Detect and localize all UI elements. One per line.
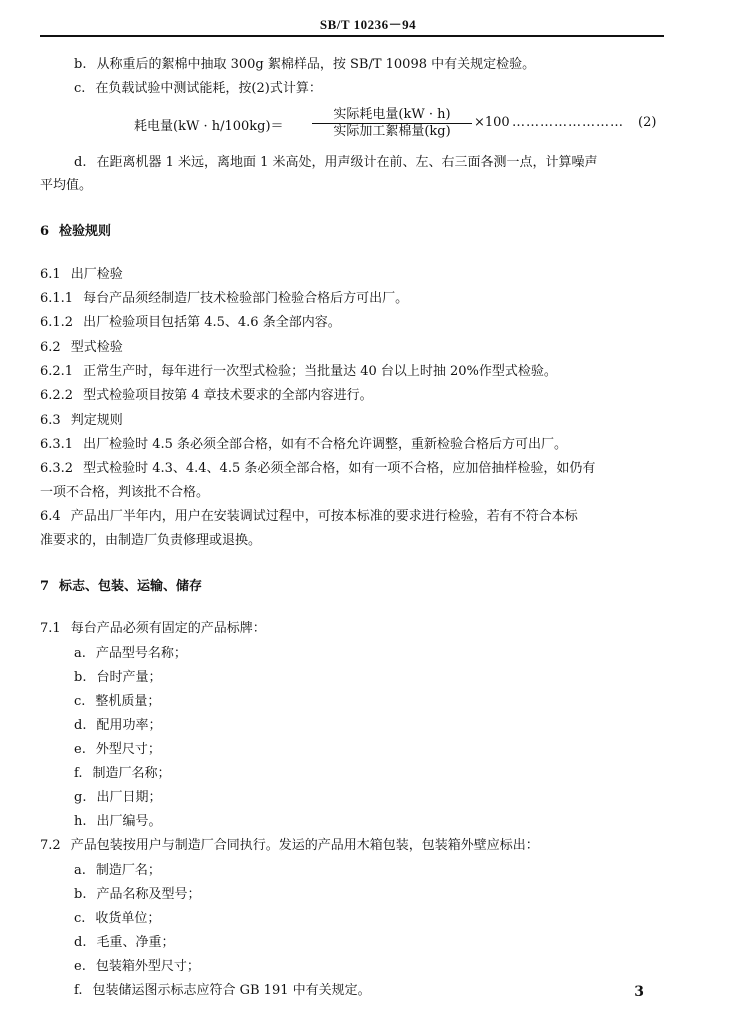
formula-lhs: 耗电量(kW · h/100kg)＝: [134, 119, 284, 134]
text-line: [74, 765, 171, 783]
clause-text: 制造厂名；: [95, 863, 161, 878]
clause-text: 包装箱外型尺寸；: [95, 959, 200, 974]
clause-text: 型式检验: [70, 340, 123, 355]
section-heading: 检验规则: [59, 224, 112, 239]
section-heading: 标志、包装、运输、储存: [59, 579, 203, 594]
formula-fraction: [312, 107, 472, 140]
clause-number: g.: [74, 790, 87, 805]
text-line: [40, 620, 266, 638]
text-line: [40, 223, 111, 241]
clause-number: d.: [74, 935, 87, 950]
clause-number: b.: [74, 57, 87, 72]
text-line: [74, 934, 174, 952]
formula-multiplier: ×100: [474, 115, 510, 130]
clause-number: 7.2: [40, 838, 61, 853]
clause-text: 制造厂名称；: [92, 766, 171, 781]
clause-text: 正常生产时，每年进行一次型式检验；当批量达 40 台以上时抽 20%作型式检验。: [83, 364, 557, 379]
text-line: [74, 645, 187, 663]
clause-text: 在负载试验中测试能耗，按(2)式计算：: [95, 81, 322, 96]
clause-text: 一项不合格，判该批不合格。: [40, 485, 210, 500]
clause-number: e.: [74, 959, 86, 974]
clause-number: b.: [74, 887, 87, 902]
text-line: [40, 412, 123, 430]
clause-text: 包装储运图示标志应符合 GB 191 中有关规定。: [92, 983, 371, 998]
clause-text: 毛重、净重；: [96, 935, 175, 950]
header-rule: [40, 35, 664, 37]
clause-number: 6.4: [40, 509, 61, 524]
clause-text: 出厂检验项目包括第 4.5、4.6 条全部内容。: [83, 315, 341, 330]
clause-number: 6.1: [40, 267, 61, 282]
clause-number: 7.1: [40, 621, 61, 636]
clause-text: 产品出厂半年内，用户在安装调试过程中，可按本标准的要求进行检验，若有不符合本标: [70, 509, 578, 524]
clause-number: d.: [74, 155, 87, 170]
text-line: [40, 290, 408, 308]
clause-text: 每台产品必须有固定的产品标牌：: [70, 621, 266, 636]
clause-number: c.: [74, 694, 86, 709]
clause-text: 准要求的，由制造厂负责修理或退换。: [40, 533, 262, 548]
clause-text: 配用功率；: [96, 718, 162, 733]
formula-denominator: 实际加工絮棉量(kg): [333, 124, 451, 139]
clause-number: a.: [74, 863, 86, 878]
text-line: [40, 314, 341, 332]
text-line: [74, 669, 161, 687]
text-line: [40, 436, 567, 454]
text-line: [74, 789, 161, 807]
text-line: [74, 982, 371, 1000]
text-line: [74, 910, 160, 928]
section-number: 6: [40, 224, 50, 239]
text-line: [40, 484, 209, 502]
text-line: [74, 717, 161, 735]
text-line: [40, 177, 92, 195]
text-line: [74, 154, 598, 172]
clause-number: 6.1.2: [40, 315, 74, 330]
clause-number: 6.2.2: [40, 388, 74, 403]
clause-number: e.: [74, 742, 86, 757]
text-line: [40, 508, 578, 526]
clause-text: 出厂日期；: [96, 790, 162, 805]
clause-number: c.: [74, 911, 86, 926]
clause-text: 判定规则: [70, 413, 123, 428]
text-line: [74, 862, 161, 880]
text-line: [74, 693, 160, 711]
text-line: [40, 460, 595, 478]
clause-text: 从称重后的絮棉中抽取 300g 絮棉样品，按 SB/T 10098 中有关规定检验。: [96, 57, 536, 72]
text-line: [74, 56, 535, 74]
section-number: 7: [40, 579, 50, 594]
clause-number: h.: [74, 814, 87, 829]
clause-number: 6.2: [40, 340, 61, 355]
text-line: [74, 886, 200, 904]
clause-number: 6.3.2: [40, 461, 74, 476]
clause-text: 收货单位；: [95, 911, 161, 926]
text-line: [74, 741, 161, 759]
clause-number: f.: [74, 983, 83, 998]
page-header-doc-number: SB/T 10236－94: [319, 17, 417, 32]
clause-text: 每台产品须经制造厂技术检验部门检验合格后方可出厂。: [83, 291, 409, 306]
clause-text: 出厂编号。: [96, 814, 162, 829]
clause-text: 产品型号名称；: [95, 646, 187, 661]
text-line: [40, 339, 123, 357]
clause-number: b.: [74, 670, 87, 685]
text-line: [40, 578, 202, 596]
clause-text: 台时产量；: [96, 670, 162, 685]
clause-text: 出厂检验: [70, 267, 123, 282]
text-line: [40, 837, 539, 855]
clause-text: 产品包装按用户与制造厂合同执行。发运的产品用木箱包装，包装箱外壁应标出：: [70, 838, 539, 853]
page-number: 3: [634, 984, 644, 1000]
text-line: [74, 958, 200, 976]
text-line: [40, 532, 261, 550]
clause-text: 型式检验项目按第 4 章技术要求的全部内容进行。: [83, 388, 373, 403]
text-line: [40, 266, 123, 284]
clause-text: 出厂检验时 4.5 条必须全部合格，如有不合格允许调整，重新检验合格后方可出厂。: [83, 437, 568, 452]
clause-text: 外型尺寸；: [95, 742, 161, 757]
clause-number: 6.3.1: [40, 437, 74, 452]
formula-equation-number: (2): [638, 115, 657, 130]
text-line: [40, 363, 557, 381]
text-line: [74, 80, 322, 98]
clause-text: 平均值。: [40, 178, 93, 193]
text-line: [74, 813, 162, 831]
clause-text: 在距离机器 1 米远，离地面 1 米高处，用声级计在前、左、右三面各测一点，计算噪声: [96, 155, 598, 170]
formula-numerator: 实际耗电量(kW · h): [312, 107, 472, 124]
clause-number: 6.3: [40, 413, 61, 428]
formula-leader-dots: ……………………: [512, 115, 624, 130]
clause-text: 产品名称及型号；: [96, 887, 201, 902]
clause-number: d.: [74, 718, 87, 733]
text-line: [40, 387, 373, 405]
clause-number: 6.1.1: [40, 291, 74, 306]
clause-number: c.: [74, 81, 86, 96]
clause-number: f.: [74, 766, 83, 781]
clause-text: 型式检验时 4.3、4.4、4.5 条必须全部合格，如有一项不合格，应加倍抽样检验，如仍有: [83, 461, 596, 476]
clause-number: 6.2.1: [40, 364, 74, 379]
clause-number: a.: [74, 646, 86, 661]
clause-text: 整机质量；: [95, 694, 161, 709]
